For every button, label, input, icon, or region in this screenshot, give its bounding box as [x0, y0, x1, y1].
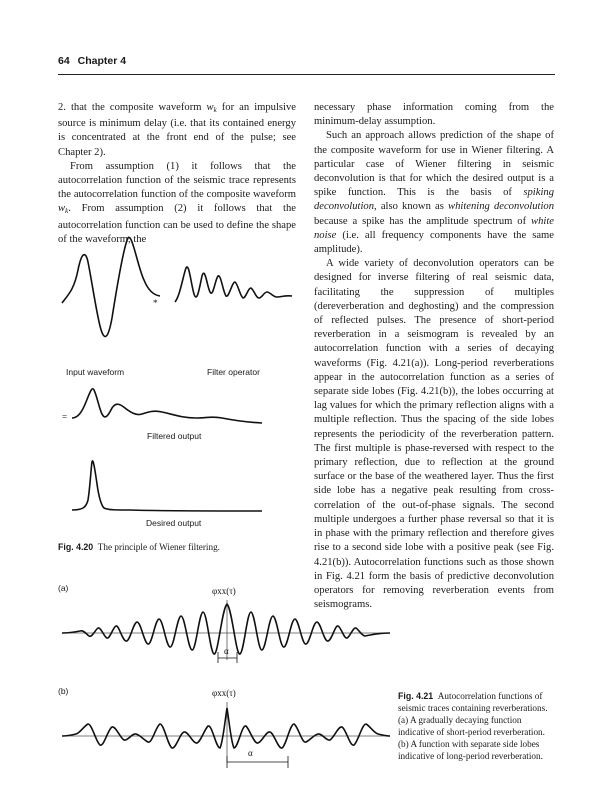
- fig-4-21-caption: Fig. 4.21 Autocorrelation functions of seismic traces containing reverberations. (a) A gradually decaying function indicative of short-period reverberation. (b) A function with separate side lobes indicative of long-period reverberation.: [398, 691, 548, 761]
- page-number: 64: [58, 55, 70, 67]
- filtered-output-label: Filtered output: [147, 431, 202, 441]
- left-paragraph-2: From assumption (1) it follows that the autocorrelation function of the seismic trace represents the autocorrelation function of the composite waveform $w_k$. From assumption (2) it follows that the autocorrelation function can be used to define the shape of the waveform, the: [58, 160, 296, 245]
- input-waveform-label: Input waveform: [66, 367, 125, 377]
- panel-a-label: (a): [58, 583, 69, 593]
- filter-operator-label: Filter operator: [207, 367, 260, 377]
- right-paragraph-1: necessary phase information coming from the minimum-delay assumption.: [314, 102, 554, 128]
- convolution-asterisk: *: [153, 298, 158, 308]
- panel-b-alpha: α: [248, 748, 253, 758]
- right-paragraph-3: A wide variety of deconvolution operators can be designed for inverse filtering of real seismic data, facilitating the suppression of multiples (dereverberation and deghosting) and the compression of reflected pulses. The presence of short-period reverberation in a seismogram is revealed by an autocorrelation function with a series of decaying waveforms (Fig. 4.21(a)). Long-period reverberations appear in the autocorrelation function as a series of separate side lobes (Fig. 4.21(b)), the lobes occurring at lag values for which the primary reflection aligns with a multiple reflection. Thus the spacing of the side lobes represents the periodicity of the reverberation pattern. The first multiple is phase-reversed with respect to the primary reflection, due to reflection at the ground surface or the base of the weathered layer. Thus the first side lobe has a negative peak resulting from cross-correlation of the out-of-phase signals. The second multiple undergoes a further phase reversal so that it is in phase with the primary reflection and therefore gives rise to a second side lobe with a positive peak (see Fig. 4.21(b)). Autocorrelation functions such as those shown in Fig. 4.21 form the basis of predictive deconvolution operators for removing reverberation events from seismograms.: [314, 258, 554, 611]
- fig-4-20-caption: Fig. 4.20 The principle of Wiener filtering.: [58, 542, 220, 552]
- panel-b-phi-label: φxx(τ): [212, 688, 236, 698]
- panel-a-alpha: α: [224, 646, 229, 656]
- right-paragraph-2: Such an approach allows prediction of the shape of the composite waveform for use in Wiener filtering. A particular case of Wiener filtering in seismic deconvolution is that for which the desired output is a spike function. This is the basis of spiking deconvolution, also known as whitening deconvolution because a spike has the amplitude spectrum of white noise (i.e. all frequency components have the same amplitude).: [314, 130, 554, 256]
- panel-b-label: (b): [58, 686, 69, 696]
- chapter-title: Chapter 4: [77, 55, 127, 67]
- left-paragraph-1: 2. that the composite waveform $w_k$ for an impulsive source is minimum delay (i.e. that its contained energy is concentrated at the front end of the pulse; see Chapter 2).: [58, 102, 296, 158]
- desired-output-label: Desired output: [146, 518, 202, 528]
- panel-a-phi-label: φxx(τ): [212, 586, 236, 596]
- panel-b-autocorrelation-curve: [62, 708, 390, 748]
- equals-sign: =: [62, 412, 68, 422]
